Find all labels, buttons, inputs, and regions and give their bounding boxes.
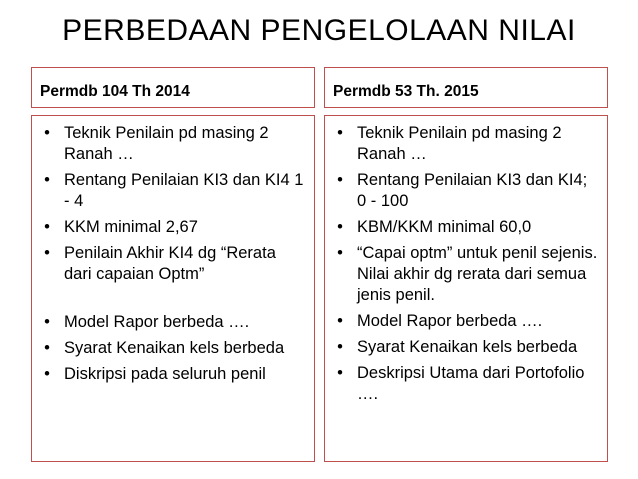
bullet-icon: • [44, 124, 50, 142]
bullet-icon: • [44, 218, 50, 236]
left-bullet-list [40, 123, 306, 385]
list-item [40, 338, 306, 359]
bullet-icon: • [44, 339, 50, 357]
bullet-icon: • [337, 218, 343, 236]
bullet-icon: • [337, 364, 343, 382]
list-item [40, 364, 306, 385]
bullet-icon: • [44, 365, 50, 383]
list-item [40, 243, 306, 285]
list-item [40, 123, 306, 165]
list-item [333, 311, 599, 332]
bullet-icon: • [337, 338, 343, 356]
list-item-text: Teknik Penilain pd masing 2 Ranah … [357, 124, 562, 163]
list-item [333, 217, 599, 238]
list-item-text: Rentang Penilaian KI3 dan KI4; 0 - 100 [357, 171, 588, 210]
bullet-icon: • [44, 313, 50, 331]
list-item-text: Syarat Kenaikan kels berbeda [357, 338, 578, 356]
list-item-text: Rentang Penilaian KI3 dan KI4 1 - 4 [64, 171, 304, 210]
left-column-body [31, 115, 315, 462]
right-column-header-label: Permdb 53 Th. 2015 [333, 83, 479, 100]
right-bullet-list [333, 123, 599, 405]
list-item-text: KKM minimal 2,67 [64, 218, 198, 236]
list-item [40, 217, 306, 238]
list-item [333, 123, 599, 165]
list-item-text: Syarat Kenaikan kels berbeda [64, 339, 285, 357]
left-column-header-label: Permdb 104 Th 2014 [40, 83, 190, 100]
list-item [333, 363, 599, 405]
bullet-icon: • [337, 244, 343, 262]
list-item-text: Model Rapor berbeda …. [64, 313, 250, 331]
bullet-icon: • [44, 244, 50, 262]
right-column-body [324, 115, 608, 462]
list-item [40, 170, 306, 212]
list-item-text: Deskripsi Utama dari Portofolio …. [357, 364, 585, 403]
list-item [333, 243, 599, 306]
list-item-text: Penilain Akhir KI4 dg “Rerata dari capaian Optm” [64, 244, 276, 283]
left-column-header [31, 67, 315, 108]
bullet-icon: • [44, 171, 50, 189]
list-item-text: Model Rapor berbeda …. [357, 312, 543, 330]
bullet-icon: • [337, 312, 343, 330]
bullet-icon: • [337, 124, 343, 142]
slide-title: PERBEDAAN PENGELOLAAN NILAI [62, 14, 576, 47]
list-item-text: Diskripsi pada seluruh penil [64, 365, 266, 383]
list-item-text: KBM/KKM minimal 60,0 [357, 218, 532, 236]
list-item [333, 337, 599, 358]
right-column-header [324, 67, 608, 108]
list-item-text: Teknik Penilain pd masing 2 Ranah … [64, 124, 269, 163]
list-item-text: “Capai optm” untuk penil sejenis. Nilai akhir dg rerata dari semua jenis penil. [357, 244, 598, 304]
list-item [333, 170, 599, 212]
bullet-icon: • [337, 171, 343, 189]
list-item [40, 312, 306, 333]
